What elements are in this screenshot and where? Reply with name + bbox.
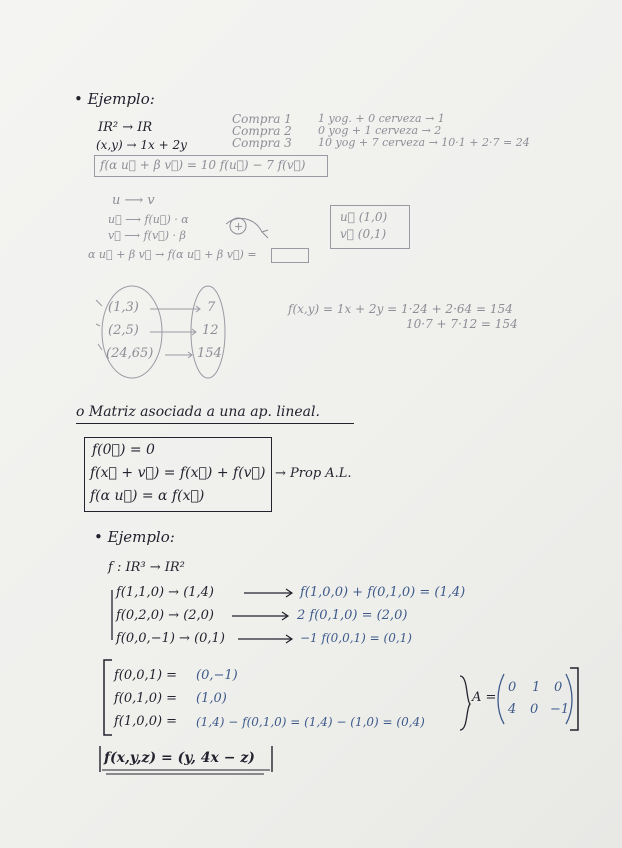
basis-line-1: f(0,0,1) = (114, 668, 178, 683)
set-right-1: 7 (207, 300, 216, 315)
property-3: f(α u⃗) = α f(x⃗) (90, 488, 205, 504)
sketch-line-2: v⃗ ⟶ f(v⃗) · β (108, 229, 186, 242)
matrix-cell-0-1: 1 (532, 680, 541, 695)
sketch-line-3: α u⃗ + β v⃗ → f(α u⃗ + β v⃗) = (88, 248, 257, 261)
line-1: f(1,1,0) → (1,4) (116, 585, 215, 600)
matrix-cell-0-0: 0 (508, 680, 517, 695)
eval-line-2: 10·7 + 7·12 = 154 (406, 317, 518, 331)
matrix-label: A = (472, 690, 497, 705)
sketch-line-1: u⃗ ⟶ f(u⃗) · α (108, 213, 189, 226)
function-def: (x,y) → 1x + 2y (96, 138, 187, 152)
set-left-1: (1,3) (108, 300, 139, 315)
basis-value-3: (1,4) − f(0,1,0) = (1,4) − (1,0) = (0,4) (196, 715, 425, 729)
linearity-formula: f(α u⃗ + β v⃗) = 10 f(u⃗) − 7 f(v⃗) (100, 158, 306, 172)
compra-item-1: 1 yog. + 0 cerveza → 1 (318, 112, 445, 125)
compra-item-3: 10 yog + 7 cerveza → 10·1 + 2·7 = 24 (318, 136, 530, 149)
matrix-cell-1-2: −1 (550, 702, 570, 717)
u-to-v: u ⟶ v (112, 193, 155, 208)
matrix-cell-1-1: 0 (530, 702, 539, 717)
result-2: 2 f(0,1,0) = (2,0) (297, 608, 408, 623)
map-r3-r2: f : IR³ → IR² (108, 560, 185, 575)
matrix-cell-0-2: 0 (554, 680, 563, 695)
compra-3: Compra 3 (232, 136, 292, 150)
line-2: f(0,2,0) → (2,0) (116, 608, 215, 623)
compra-1: Compra 1 (232, 112, 292, 126)
basis-line-2: f(0,1,0) = (114, 691, 178, 706)
set-left-3: (24,65) (106, 346, 154, 361)
basis-value-1: (0,−1) (196, 668, 238, 683)
result-1: f(1,0,0) + f(0,1,0) = (1,4) (300, 585, 466, 600)
property-1: f(0⃗) = 0 (92, 442, 155, 458)
basis-u: u⃗ (1,0) (340, 210, 388, 224)
example2-title: • Ejemplo: (94, 528, 175, 546)
sketch-plus: + (234, 220, 244, 233)
compra-2: Compra 2 (232, 124, 292, 138)
property-2: f(x⃗ + v⃗) = f(x⃗) + f(v⃗) (90, 465, 266, 481)
basis-v: v⃗ (0,1) (340, 227, 387, 241)
eval-line-1: f(x,y) = 1x + 2y = 1·24 + 2·64 = 154 (288, 302, 513, 316)
set-left-2: (2,5) (108, 323, 139, 338)
final-formula: f(x,y,z) = (y, 4x − z) (104, 750, 255, 766)
example-title: • Ejemplo: (74, 90, 155, 108)
set-right-3: 154 (197, 346, 222, 361)
set-right-2: 12 (202, 323, 219, 338)
basis-line-3: f(1,0,0) = (114, 714, 178, 729)
compra-item-2: 0 yog + 1 cerveza → 2 (318, 124, 442, 137)
section-heading: o Matriz asociada a una ap. lineal. (76, 404, 320, 420)
line-3: f(0,0,−1) → (0,1) (116, 631, 225, 646)
matrix-cell-1-0: 4 (508, 702, 517, 717)
prop-label: → Prop A.L. (275, 466, 352, 481)
result-3: −1 f(0,0,1) = (0,1) (300, 631, 412, 645)
basis-value-2: (1,0) (196, 691, 227, 706)
map-r2-r: IR² → IR (98, 120, 153, 135)
